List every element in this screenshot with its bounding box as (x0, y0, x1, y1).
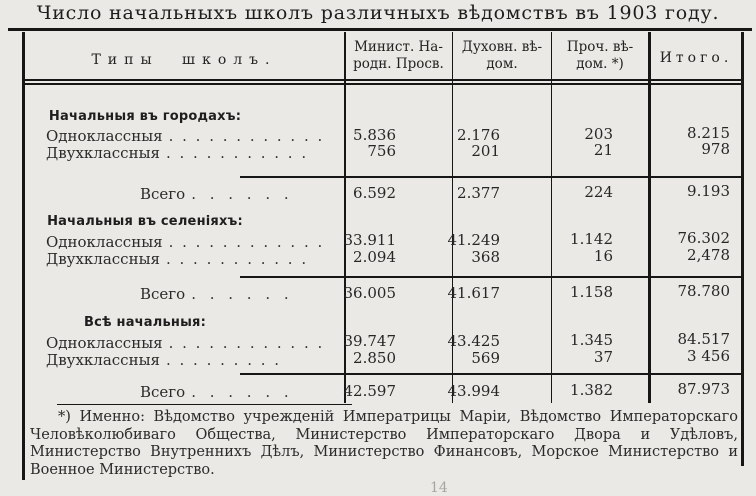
table-left-border (22, 32, 25, 480)
footnote: *) Именно: Вѣдомство учрежденій Императрицы Маріи, Вѣдомство Императорскаго Человѣколюбиваго Общества, Министерство Императорскаго Двора и Удѣловъ, Министерство Внутреннихъ Дѣлъ, Министерство Финансовъ, Морское Министерство и Военное Министерство. (30, 409, 738, 478)
column-header-ministry-line2: родн. Просв. (353, 55, 444, 72)
row-label-text: Двухклассныя (46, 351, 160, 369)
table-right-border (741, 32, 744, 466)
table-top-border (8, 28, 752, 31)
dot-leader: . . . . . . . . . . . . (168, 127, 323, 145)
column-header-ministry-line1: Минист. На- (354, 39, 443, 55)
row-label-text: Одноклассныя (46, 127, 163, 145)
row-label (140, 185, 289, 203)
cell-value: 3 456 (687, 347, 730, 365)
cell-value: 978 (701, 140, 730, 158)
row-label (140, 285, 289, 303)
dot-leader: . . . . . . . . . . . (165, 250, 307, 268)
cell-value: 78.780 (677, 282, 730, 300)
cell-value: 2,478 (687, 246, 730, 264)
column-header-church-line1: Духовн. вѣ- (461, 39, 543, 55)
column-header-other-line2: дом. *) (576, 55, 624, 72)
cell-value: 1.345 (570, 331, 613, 349)
cell-value: 76.302 (677, 229, 730, 247)
cell-value: 43.994 (447, 382, 500, 400)
footnote-divider (57, 404, 352, 405)
header-rule-lower (24, 83, 741, 85)
cell-value: 42.597 (343, 382, 396, 400)
cell-value: 2.094 (353, 248, 396, 266)
cell-value: 43.425 (447, 332, 500, 350)
cell-value: 2.176 (457, 126, 500, 144)
subtotal-rule-3 (240, 373, 744, 375)
cell-value: 21 (593, 141, 613, 159)
section-header-villages: Начальныя въ селеніяхъ: (47, 214, 243, 229)
dot-leader: . . . . . . (191, 185, 289, 203)
row-label-text: Двухклассныя (46, 250, 160, 268)
column-header-church (454, 39, 550, 72)
cell-value: 9.193 (687, 182, 730, 200)
row-label-text: Одноклассныя (46, 334, 163, 352)
row-label-text: Всего (140, 285, 186, 303)
dot-leader: . . . . . . . . . . . . (168, 334, 323, 352)
dot-leader: . . . . . . (191, 383, 289, 401)
cell-value: 569 (471, 349, 500, 367)
dot-leader: . . . . . . (191, 285, 289, 303)
cell-value: 5.836 (353, 126, 396, 144)
cell-value: 36.005 (343, 284, 396, 302)
row-label (46, 351, 279, 369)
cell-value: 87.973 (677, 380, 730, 398)
column-header-other (553, 39, 647, 72)
row-label-text: Одноклассныя (46, 233, 163, 251)
cell-value: 37 (593, 348, 613, 366)
cell-value: 224 (584, 183, 613, 201)
cell-value: 2.377 (457, 184, 500, 202)
cell-value: 33.911 (343, 231, 396, 249)
section-header-cities: Начальныя въ городахъ: (48, 109, 242, 124)
dot-leader: . . . . . . . . . . . (165, 144, 307, 162)
page-number: 14 (430, 480, 448, 496)
section-header-all: Всѣ начальныя: (84, 315, 206, 330)
cell-value: 203 (584, 125, 613, 143)
dot-leader: . . . . . . . . . (165, 351, 280, 369)
cell-value: 756 (367, 142, 396, 160)
column-header-other-line1: Проч. вѣ- (566, 39, 634, 55)
row-label-text: Всего (140, 185, 186, 203)
column-header-ministry (346, 39, 451, 72)
cell-value: 201 (471, 142, 500, 160)
cell-value: 2.850 (353, 349, 396, 367)
row-label (46, 334, 322, 352)
cell-value: 368 (471, 248, 500, 266)
header-rule-upper (24, 79, 741, 81)
cell-value: 39.747 (343, 332, 396, 350)
page-title: Число начальныхъ школъ различныхъ вѣдомствъ въ 1903 году. (36, 2, 720, 24)
cell-value: 1.142 (570, 230, 613, 248)
column-header-types: Типы школъ. (91, 52, 277, 68)
row-label (140, 383, 289, 401)
row-label-text: Двухклассныя (46, 144, 160, 162)
cell-value: 41.249 (447, 231, 500, 249)
cell-value: 8.215 (687, 124, 730, 142)
row-label (46, 127, 322, 145)
row-label (46, 144, 306, 162)
cell-value: 41.617 (447, 284, 500, 302)
dot-leader: . . . . . . . . . . . . (168, 233, 323, 251)
column-header-church-line2: дом. (486, 55, 518, 72)
subtotal-rule-1 (240, 176, 744, 178)
column-header-total: Итого. (659, 50, 733, 66)
row-label (46, 233, 322, 251)
cell-value: 6.592 (353, 184, 396, 202)
row-label (46, 250, 306, 268)
cell-value: 16 (593, 247, 613, 265)
cell-value: 1.382 (570, 381, 613, 399)
cell-value: 1.158 (570, 283, 613, 301)
subtotal-rule-2 (240, 276, 744, 278)
cell-value: 84.517 (677, 330, 730, 348)
row-label-text: Всего (140, 383, 186, 401)
